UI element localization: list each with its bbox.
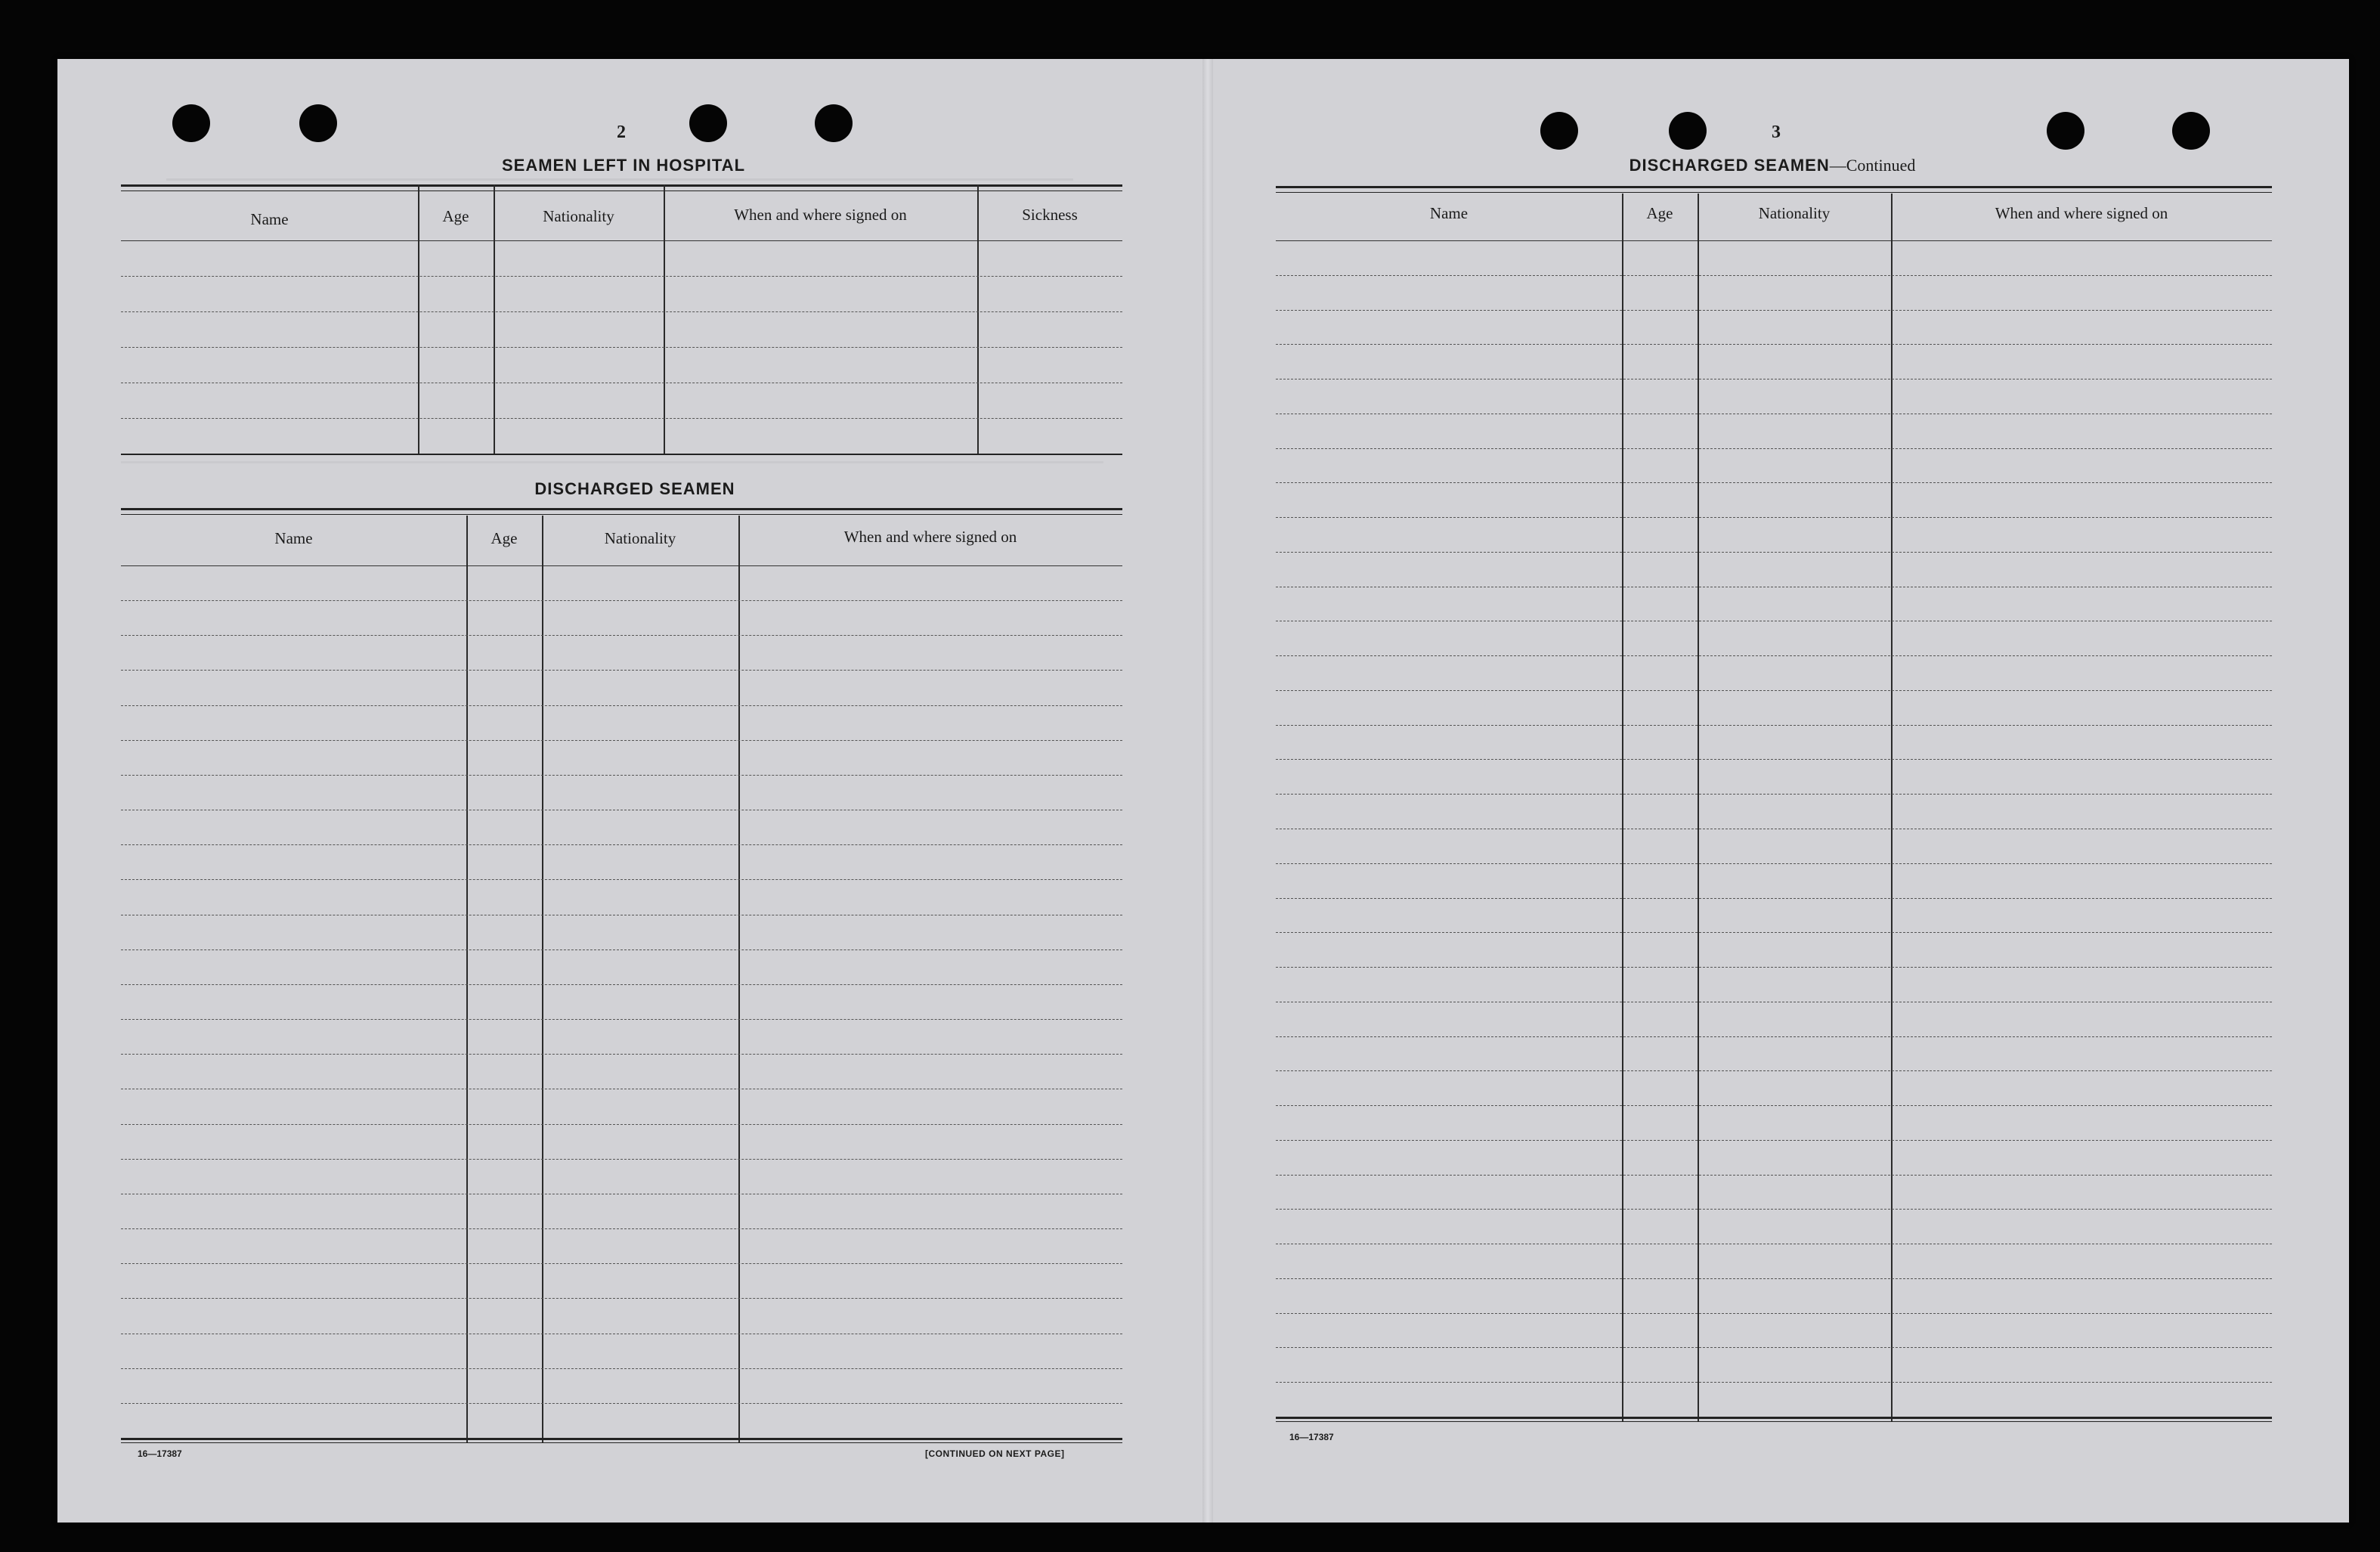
form-number-right: 16—17387 <box>1289 1432 1334 1442</box>
table-top-rule <box>1276 192 2272 193</box>
table-row <box>1276 932 2272 933</box>
column-divider <box>1698 194 1699 1421</box>
table-top-rule <box>121 514 1122 515</box>
column-header-nationality: Nationality <box>604 529 676 547</box>
table-row <box>121 740 1122 741</box>
table-row <box>1276 448 2272 449</box>
column-header-nationality: Nationality <box>543 207 614 225</box>
punch-hole <box>815 104 853 142</box>
column-divider <box>738 516 740 1442</box>
header-bottom-rule <box>121 240 1122 241</box>
table-row <box>1276 1105 2272 1106</box>
table-row <box>1276 759 2272 760</box>
column-header-name: Name <box>250 210 289 228</box>
section-title-suffix: —Continued <box>1829 156 1916 175</box>
table-row <box>121 1124 1122 1125</box>
table-row <box>121 600 1122 601</box>
punch-hole <box>172 104 210 142</box>
header-bottom-rule <box>1276 240 2272 241</box>
form-number-left: 16—17387 <box>138 1448 182 1459</box>
table-row <box>121 1159 1122 1160</box>
table-row <box>1276 690 2272 691</box>
table-row <box>121 347 1122 348</box>
table-row <box>121 1019 1122 1020</box>
table-row <box>121 311 1122 312</box>
table-bottom-rule <box>1276 1421 2272 1422</box>
header-bottom-rule <box>121 565 1122 566</box>
column-header-nationality: Nationality <box>1758 204 1831 222</box>
table-row <box>121 635 1122 636</box>
table-row <box>1276 655 2272 656</box>
table-row <box>121 1368 1122 1369</box>
table-row <box>121 984 1122 985</box>
table-row <box>1276 482 2272 483</box>
punch-hole <box>689 104 727 142</box>
punch-hole <box>2047 112 2084 150</box>
table-row <box>1276 1313 2272 1314</box>
discharged-section-title-left: DISCHARGED SEAMEN <box>534 479 735 498</box>
table-row <box>1276 898 2272 899</box>
page-number-left: 2 <box>617 122 626 142</box>
column-divider <box>977 184 979 454</box>
table-row <box>121 879 1122 880</box>
punch-hole <box>1540 112 1578 150</box>
discharged-table-left <box>121 508 1122 1442</box>
table-row <box>121 1298 1122 1299</box>
column-divider <box>542 516 543 1442</box>
table-top-rule <box>121 508 1122 510</box>
column-divider <box>664 184 665 454</box>
continued-note: [CONTINUED ON NEXT PAGE] <box>925 1448 1065 1459</box>
column-header-signed-on: When and where signed on <box>843 528 1017 546</box>
table-top-rule <box>1276 186 2272 188</box>
table-row <box>1276 1347 2272 1348</box>
table-row <box>121 775 1122 776</box>
show-through-mark <box>121 461 1103 463</box>
table-bottom-rule <box>121 1438 1122 1440</box>
table-bottom-rule <box>121 1442 1122 1443</box>
table-row <box>121 1054 1122 1055</box>
table-row <box>121 276 1122 277</box>
column-header-age: Age <box>491 529 518 547</box>
discharged-table-right <box>1276 186 2272 1424</box>
table-row <box>1276 1140 2272 1141</box>
table-bottom-rule <box>1276 1417 2272 1419</box>
table-row <box>121 705 1122 706</box>
table-row <box>121 1228 1122 1229</box>
column-header-name: Name <box>274 529 313 547</box>
punch-hole <box>1669 112 1707 150</box>
table-row <box>1276 275 2272 276</box>
table-row <box>1276 517 2272 518</box>
page-number-right: 3 <box>1772 122 1781 142</box>
hospital-section-title: SEAMEN LEFT IN HOSPITAL <box>501 156 746 175</box>
table-row <box>1276 344 2272 345</box>
column-header-signed-on: When and where signed on <box>734 206 907 224</box>
section-title-text: DISCHARGED SEAMEN <box>1629 156 1830 175</box>
column-divider <box>1891 194 1893 1421</box>
punch-hole <box>2172 112 2210 150</box>
table-row <box>1276 1209 2272 1210</box>
table-row <box>1276 794 2272 795</box>
table-row <box>1276 967 2272 968</box>
discharged-section-title-right <box>1277 156 2267 175</box>
table-top-rule <box>121 184 1122 187</box>
table-row <box>1276 1382 2272 1383</box>
hospital-table <box>121 184 1122 457</box>
table-row <box>1276 552 2272 553</box>
show-through-mark <box>166 178 1073 181</box>
column-divider <box>1622 194 1623 1421</box>
column-header-age: Age <box>442 207 469 225</box>
table-row <box>1276 310 2272 311</box>
column-header-age: Age <box>1646 204 1673 222</box>
page-gutter <box>1202 59 1213 1523</box>
table-row <box>1276 1278 2272 1279</box>
table-bottom-rule <box>121 454 1122 455</box>
table-row <box>1276 1070 2272 1071</box>
table-row <box>121 844 1122 845</box>
table-row <box>121 949 1122 950</box>
table-row <box>1276 1175 2272 1176</box>
column-header-signed-on: When and where signed on <box>1995 204 2168 222</box>
column-header-name: Name <box>1429 204 1469 222</box>
table-row <box>121 1263 1122 1264</box>
table-row <box>121 670 1122 671</box>
table-row <box>1276 725 2272 726</box>
punch-hole <box>299 104 337 142</box>
table-row <box>1276 1036 2272 1037</box>
column-divider <box>466 516 468 1442</box>
table-row <box>1276 863 2272 864</box>
table-row <box>121 1403 1122 1404</box>
column-header-sickness: Sickness <box>1022 206 1078 224</box>
table-row <box>121 418 1122 419</box>
